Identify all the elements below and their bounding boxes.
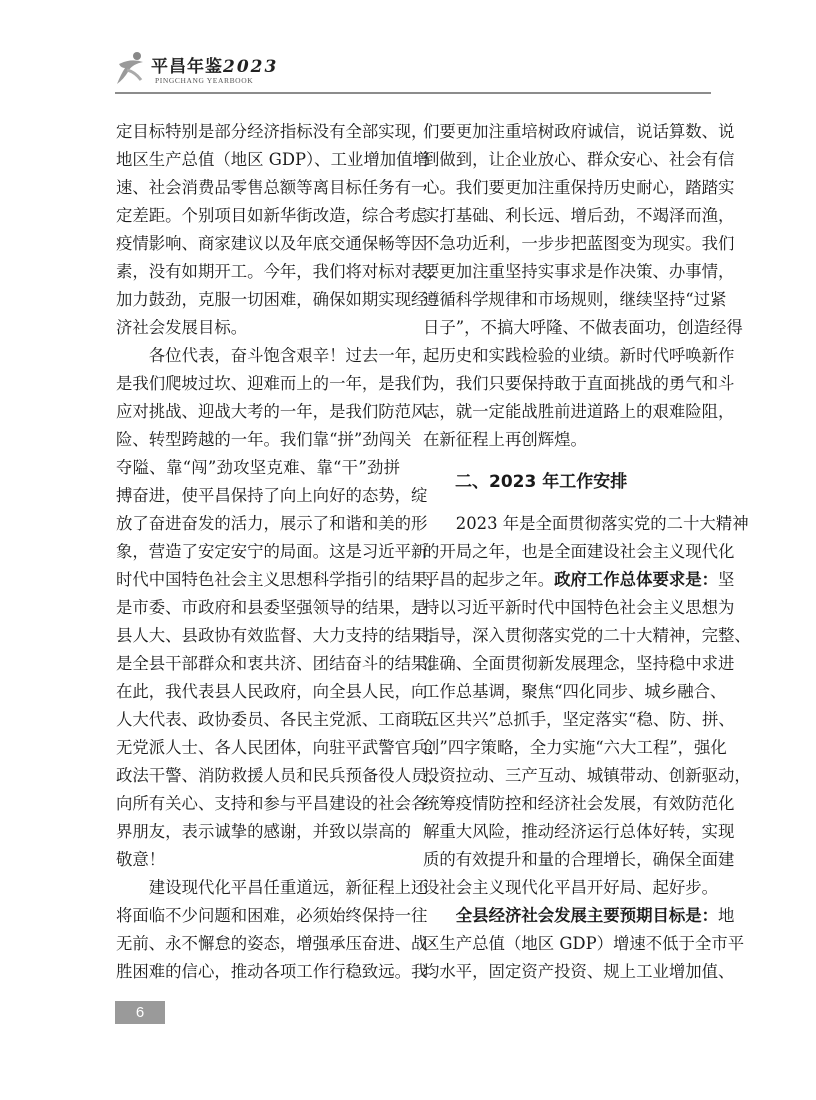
text-line: 志，就一定能战胜前进道路上的艰难险阻， [423, 402, 735, 421]
text-line: 实打基础、利长远、增后劲，不竭泽而渔， [423, 206, 735, 225]
text-line: 敬意！ [116, 850, 166, 869]
text-line: 遵循科学规律和市场规则，继续坚持“过紧 [423, 290, 727, 309]
text-line: 加力鼓劲，克服一切困难，确保如期实现经 [116, 290, 428, 309]
text-line: 指导，深入贯彻落实党的二十大精神，完整、 [423, 626, 751, 645]
text-line: 各位代表，奋斗饱含艰辛！过去一年， [148, 346, 428, 365]
runner-logo-icon [113, 50, 147, 86]
text-line: 搏奋进，使平昌保持了向上向好的态势，绽 [116, 486, 428, 505]
bold-lead-text: 政府工作总体要求是： [554, 570, 719, 589]
text-line: 的开局之年，也是全面建设社会主义现代化 [423, 542, 735, 561]
text-line: 济社会发展目标。 [116, 318, 248, 337]
text-line: 建设现代化平昌任重道远，新征程上还 [148, 878, 428, 897]
logo-subtitle: PINGCHANG YEARBOOK [155, 76, 254, 85]
logo-year: 2023 [223, 57, 279, 77]
text-line: 地区生产总值（地区 GDP）、工业增加值增 [116, 150, 429, 169]
text-line: 无党派人士、各人民团体，向驻平武警官兵、 [116, 738, 444, 757]
text-line: 区生产总值（地区 GDP）增速不低于全市平 [423, 934, 745, 953]
text-line: 起历史和实践检验的业绩。新时代呼唤新作 [423, 346, 735, 365]
text-line: 准确、全面贯彻新发展理念，坚持稳中求进 [423, 654, 735, 673]
text-line: 们要更加注重培树政府诚信，说话算数、说 [423, 122, 735, 141]
text-line: 险、转型跨越的一年。我们靠“拼”劲闯关 [116, 430, 412, 449]
text-segment: 地 [718, 906, 735, 925]
text-line: 投资拉动、三产互动、城镇带动、创新驱动， [423, 766, 751, 785]
text-line: 象，营造了安定安宁的局面。这是习近平新 [116, 542, 428, 561]
text-line: 定目标特别是部分经济指标没有全部实现， [116, 122, 428, 141]
text-line: 放了奋进奋发的活力，展示了和谐和美的形 [116, 514, 428, 533]
logo-title-text: 平昌年鉴 [151, 57, 223, 77]
left-column [116, 118, 444, 986]
text-line: 定差距。个别项目如新华街改造，综合考虑 [116, 206, 428, 225]
text-line: 2023 年是全面贯彻落实党的二十大精神 [455, 514, 749, 533]
text-line: 均水平，固定资产投资、规上工业增加值、 [423, 962, 735, 981]
text-line: 县人大、县政协有效监督、大力支持的结果， [116, 626, 444, 645]
header-rule [115, 92, 711, 94]
text-line: 持以习近平新时代中国特色社会主义思想为 [423, 598, 735, 617]
text-line: 创”四字策略，全力实施“六大工程”，强化 [423, 738, 727, 757]
text-line: 在新征程上再创辉煌。 [423, 430, 587, 449]
text-line: 向所有关心、支持和参与平昌建设的社会各 [116, 794, 428, 813]
text-line: 解重大风险，推动经济运行总体好转，实现 [423, 822, 735, 841]
text-line: 质的有效提升和量的合理增长，确保全面建 [423, 850, 735, 869]
text-line: 在此，我代表县人民政府，向全县人民，向 [116, 682, 428, 701]
text-line: 是我们爬坡过坎、迎难而上的一年，是我们 [116, 374, 428, 393]
text-line: 是市委、市政府和县委坚强领导的结果，是 [116, 598, 428, 617]
text-line: 为，我们只要保持敢于直面挑战的勇气和斗 [423, 374, 735, 393]
page-number: 6 [115, 1001, 165, 1024]
text-line: 五区共兴”总抓手，坚定落实“稳、防、拼、 [423, 710, 735, 729]
text-line: 到做到，让企业放心、群众安心、社会有信 [423, 150, 735, 169]
text-line: 素，没有如期开工。今年，我们将对标对表， [116, 262, 444, 281]
bold-lead-text: 全县经济社会发展主要预期目标是： [455, 906, 719, 925]
text-line: 日子”，不搞大呼隆、不做表面功，创造经得 [423, 318, 743, 337]
text-line: 速、社会消费品零售总额等离目标任务有一 [116, 178, 428, 197]
text-line: 不急功近利，一步步把蓝图变为现实。我们 [423, 234, 735, 253]
text-line [423, 902, 735, 930]
text-line: 夺隘、靠“闯”劲攻坚克难、靠“干”劲拼 [116, 458, 400, 477]
text-segment: 坚 [718, 570, 735, 589]
text-line: 时代中国特色社会主义思想科学指引的结果， [116, 570, 444, 589]
text-line: 将面临不少问题和困难，必须始终保持一往 [116, 906, 428, 925]
text-segment: 平昌的起步之年。 [423, 570, 555, 589]
text-line: 应对挑战、迎战大考的一年，是我们防范风 [116, 402, 428, 421]
section-heading: 二、2023 年工作安排 [455, 472, 628, 492]
text-line: 心。我们要更加注重保持历史耐心，踏踏实 [423, 178, 735, 197]
text-line: 要更加注重坚持实事求是作决策、办事情， [423, 262, 735, 281]
text-line: 统筹疫情防控和经济社会发展，有效防范化 [423, 794, 735, 813]
text-line: 是全县干部群众和衷共济、团结奋斗的结果。 [116, 654, 444, 673]
text-line: 胜困难的信心，推动各项工作行稳致远。我 [116, 962, 428, 981]
text-line: 政法干警、消防救援人员和民兵预备役人员， [116, 766, 444, 785]
text-line: 人大代表、政协委员、各民主党派、工商联、 [116, 710, 444, 729]
text-line: 界朋友，表示诚挚的感谢，并致以崇高的 [116, 822, 412, 841]
text-line: 疫情影响、商家建议以及年底交通保畅等因 [116, 234, 428, 253]
logo-title [151, 52, 278, 77]
text-line: 无前、永不懈怠的姿态，增强承压奋进、战 [116, 934, 428, 953]
text-line [423, 566, 735, 594]
yearbook-logo [113, 48, 313, 92]
right-column [423, 118, 751, 986]
text-line: 工作总基调，聚焦“四化同步、城乡融合、 [423, 682, 727, 701]
text-line: 设社会主义现代化平昌开好局、起好步。 [423, 878, 719, 897]
